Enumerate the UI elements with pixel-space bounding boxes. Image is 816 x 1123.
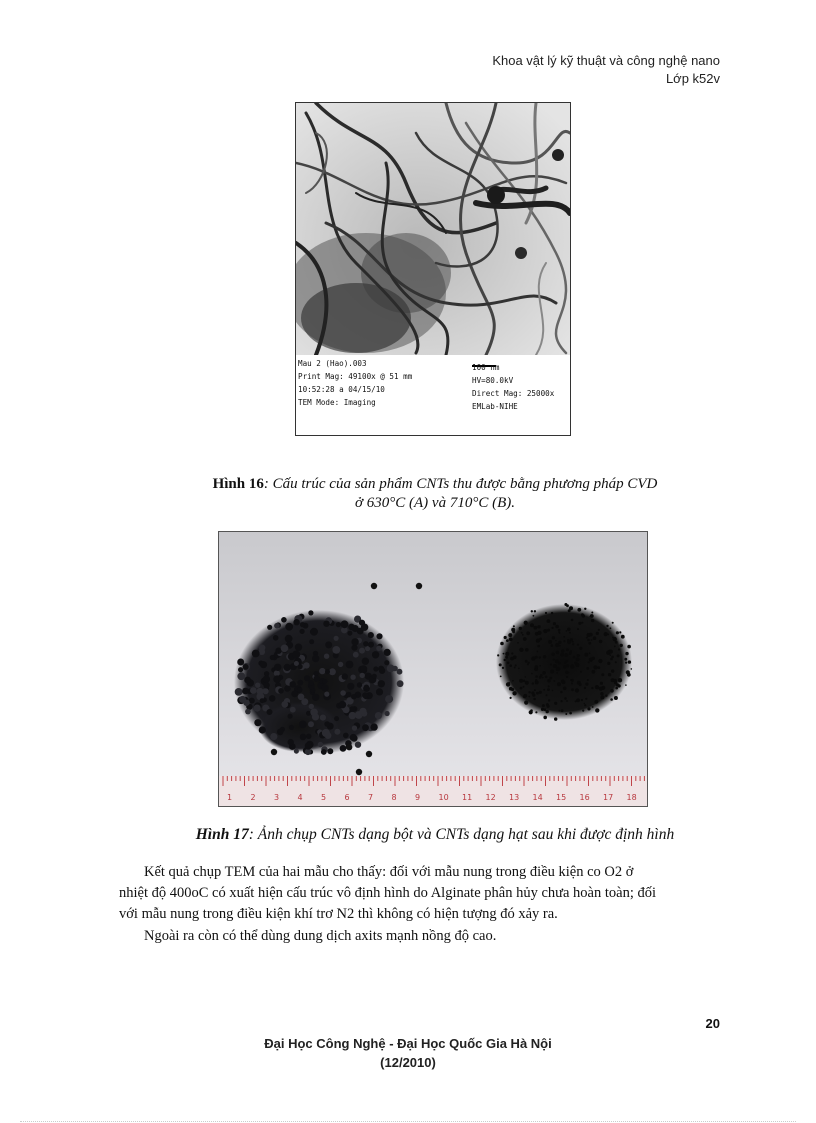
ruler-number: 6: [344, 793, 350, 802]
header-department: Khoa vật lý kỹ thuật và công nghệ nano: [492, 53, 720, 68]
ruler-number: 12: [485, 793, 496, 802]
ruler-number: 1: [227, 793, 233, 802]
ruler-number: 2: [250, 793, 256, 802]
powder-pile: [496, 604, 632, 720]
body-paragraph-line: nhiệt độ 400oC có xuất hiện cấu trúc vô định hình do Alginate phân hủy chưa hoàn toàn; đối: [119, 885, 657, 901]
tem-meta-line: Print Mag: 49100x @ 51 mm: [298, 372, 413, 381]
ruler-number: 11: [462, 793, 473, 802]
tem-meta-line: HV=80.0kV: [472, 376, 514, 385]
tem-meta-line: 10:52:28 a 04/15/10: [298, 385, 385, 394]
tem-meta-line: EMLab-NIHE: [472, 402, 518, 411]
ruler-number: 17: [603, 793, 614, 802]
figure16-text: : Cấu trúc của sản phẩm CNTs thu được bằng phương pháp CVD: [263, 476, 658, 492]
figure16-label: Hình 16: [212, 476, 264, 492]
footer-date: (12/2010): [380, 1055, 436, 1070]
tem-micrograph: [295, 102, 571, 436]
tem-meta-line: 100 nm: [472, 363, 500, 372]
cnt-photo-graphic: [219, 532, 647, 806]
figure17-text: : Ảnh chụp CNTs dạng bột và CNTs dạng hạt sau khi được định hình: [248, 826, 675, 843]
ruler-number: 5: [321, 793, 327, 802]
body-paragraph-line: Kết quả chụp TEM của hai mẫu cho thấy: đối với mẫu nung trong điều kiện co O2 ở: [144, 864, 634, 880]
ruler-number: 3: [274, 793, 280, 802]
body-paragraph-line: với mẫu nung trong điều kiện khí trơ N2 thì không có hiện tượng đó xảy ra.: [119, 906, 558, 922]
ruler-number: 16: [579, 793, 590, 802]
page-number: 20: [705, 1016, 720, 1031]
figure16-caption-line1: [150, 475, 720, 494]
tem-meta-line: Direct Mag: 25000x: [472, 389, 555, 398]
ruler-number: 18: [626, 793, 637, 802]
tem-meta-right: [472, 361, 554, 413]
cnt-photo: [218, 531, 648, 807]
footer-university: Đại Học Công Nghệ - Đại Học Quốc Gia Hà Nội: [264, 1036, 552, 1051]
ruler-number: 9: [415, 793, 421, 802]
figure17-label: Hình 17: [195, 826, 249, 843]
figure17-caption: [100, 826, 770, 844]
ruler-number: 13: [509, 793, 520, 802]
tem-image-graphic: [296, 103, 570, 355]
header-class: Lớp k52v: [665, 71, 720, 86]
ruler-number: 10: [438, 793, 449, 802]
ruler-number: 8: [391, 793, 397, 802]
tem-meta-line: Mau 2 (Hao).003: [298, 359, 367, 368]
ruler-number: 4: [297, 793, 303, 802]
ruler-number: 15: [556, 793, 567, 802]
tem-meta-left: [298, 357, 412, 409]
ruler-number: 7: [368, 793, 374, 802]
figure16-caption-line2: ở 630°C (A) và 710°C (B).: [355, 495, 515, 511]
tem-meta-line: TEM Mode: Imaging: [298, 398, 376, 407]
ruler-number: 14: [532, 793, 543, 802]
page-bottom-divider: [20, 1121, 796, 1122]
body-paragraph-line: Ngoài ra còn có thể dùng dung dịch axits mạnh nồng độ cao.: [144, 928, 497, 944]
